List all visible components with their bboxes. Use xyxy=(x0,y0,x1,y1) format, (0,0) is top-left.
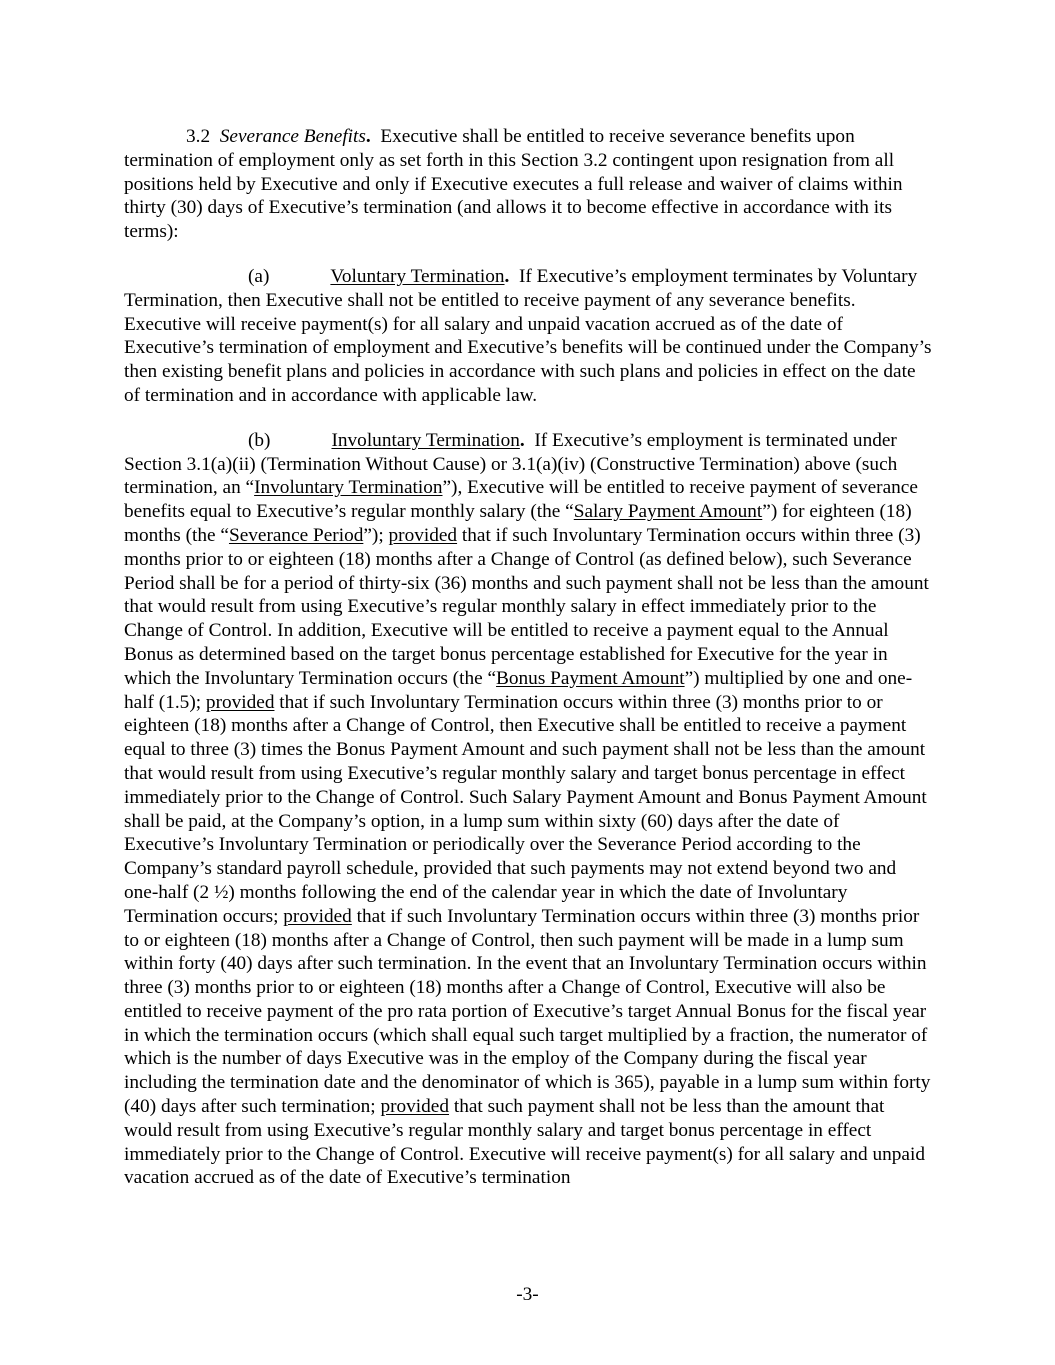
subsection-b-text-3: ”) for eighteen (18) months (the “ xyxy=(124,501,912,546)
subsection-a-body: If Executive’s employment terminates by Voluntary Termination, then Executive shall not be entitled to receive payment of any severance benefits. Executive will receive payment(s) for all salary and unpaid vacation accrued as of the date of Executive’s termination of employment and Executive’s benefits will be continued under the Company’s then existing benefit plans and policies in accordance with such plans and policies in effect on the date of termination and in accordance with applicable law. xyxy=(124,265,932,406)
subsection-b-text-7: that if such Involuntary Termination occurs within three (3) months prior to or eighteen (18) months after a Change of Control, then Executive shall be entitled to receive a payment equal to three (3) times the Bonus Payment Amount and such payment shall not be less than the amount that would result from using Executive’s regular monthly salary and target bonus percentage in effect immediately prior to the Change of Control. Such Salary Payment Amount and Bonus Payment Amount shall be paid, at the Company’s option, in a lump sum within sixty (60) days after the date of Executive’s Involuntary Termination or periodically over the Severance Period according to the Company’s standard payroll schedule, provided that such payments may not extend beyond two and one-half (2 ½) months following the end of the calendar year in which the date of Involuntary Termination occurs; xyxy=(124,691,927,927)
provided-term-1: provided xyxy=(388,524,458,546)
subsection-a-heading-punct: . xyxy=(504,265,510,287)
defined-term-bonus-payment-amount: Bonus Payment Amount xyxy=(496,667,685,689)
document-body xyxy=(124,125,934,1190)
subsection-a-heading: Voluntary Termination xyxy=(330,265,505,287)
provided-term-4: provided xyxy=(380,1096,450,1118)
subsection-a-label: (a) xyxy=(248,265,270,287)
section-body: Executive shall be entitled to receive severance benefits upon termination of employment only as set forth in this Section 3.2 contingent upon resignation from all positions held by Executive and only if Executive executes a full release and waiver of claims within thirty (30) days of Executive’s termination (and allows it to become effective in accordance with its terms): xyxy=(124,126,903,243)
subsection-b-paragraph xyxy=(124,429,934,1191)
section-title-punct: . xyxy=(365,126,371,147)
provided-term-2: provided xyxy=(205,691,275,713)
section-3-2-paragraph xyxy=(124,125,934,244)
provided-term-3: provided xyxy=(283,905,352,927)
subsection-a-paragraph xyxy=(124,265,934,408)
subsection-b-label: (b) xyxy=(248,429,271,451)
defined-term-involuntary-termination: Involuntary Termination xyxy=(254,477,443,499)
defined-term-salary-payment-amount: Salary Payment Amount xyxy=(573,501,763,523)
subsection-b-text-1: If Executive’s employment is terminated under Section 3.1(a)(ii) (Termination Without Cause) or 3.1(a)(iv) (Constructive Termination) above (such termination, an “ xyxy=(124,429,898,499)
defined-term-severance-period: Severance Period xyxy=(228,524,364,546)
subsection-b-text-2: ”), Executive will be entitled to receive payment of severance benefits equal to Executive’s regular monthly salary (the “ xyxy=(124,477,918,523)
subsection-b-heading-punct: . xyxy=(519,429,525,451)
subsection-b-heading: Involuntary Termination xyxy=(331,429,520,451)
subsection-b-text-4: ”); xyxy=(363,524,389,546)
subsection-b-text-5: that if such Involuntary Termination occurs within three (3) months prior to or eighteen (18) months after a Change of Control (as defined below), such Severance Period shall be for a period of thirty-six (36) months and such payment shall not be less than the amount that would result from using Executive’s regular monthly salary in effect immediately prior to the Change of Control. In addition, Executive will be entitled to receive a payment equal to the Annual Bonus as determined based on the target bonus percentage established for Executive for the year in which the Involuntary Termination occurs (the “ xyxy=(124,524,929,689)
section-number: 3.2 xyxy=(186,126,211,147)
subsection-b-text-8: that if such Involuntary Termination occurs within three (3) months prior to or eighteen (18) months after a Change of Control, then such payment will be made in a lump sum within forty (40) days after such termination. In the event that an Involuntary Termination occurs within three (3) months prior to or eighteen (18) months after a Change of Control, Executive will also be entitled to receive payment of the pro rata portion of Executive’s target Annual Bonus for the fiscal year in which the termination occurs (which shall equal such target multiplied by a fraction, the numerator of which is the number of days Executive was in the employ of the Company during the fiscal year including the termination date and the denominator of which is 365), payable in a lump sum within forty (40) days after such termination; xyxy=(124,905,931,1118)
page-number: -3- xyxy=(516,1284,539,1305)
subsection-b-text-6: ”) multiplied by one and one-half (1.5); xyxy=(124,667,913,713)
section-title: Severance Benefits xyxy=(219,126,366,147)
subsection-b-text-9: that such payment shall not be less than the amount that would result from using Executive’s regular monthly salary and target bonus percentage in effect immediately prior to the Change of Control. Executive will receive payment(s) for all salary and unpaid vacation accrued as of the date of Executive’s termination xyxy=(124,1096,925,1189)
